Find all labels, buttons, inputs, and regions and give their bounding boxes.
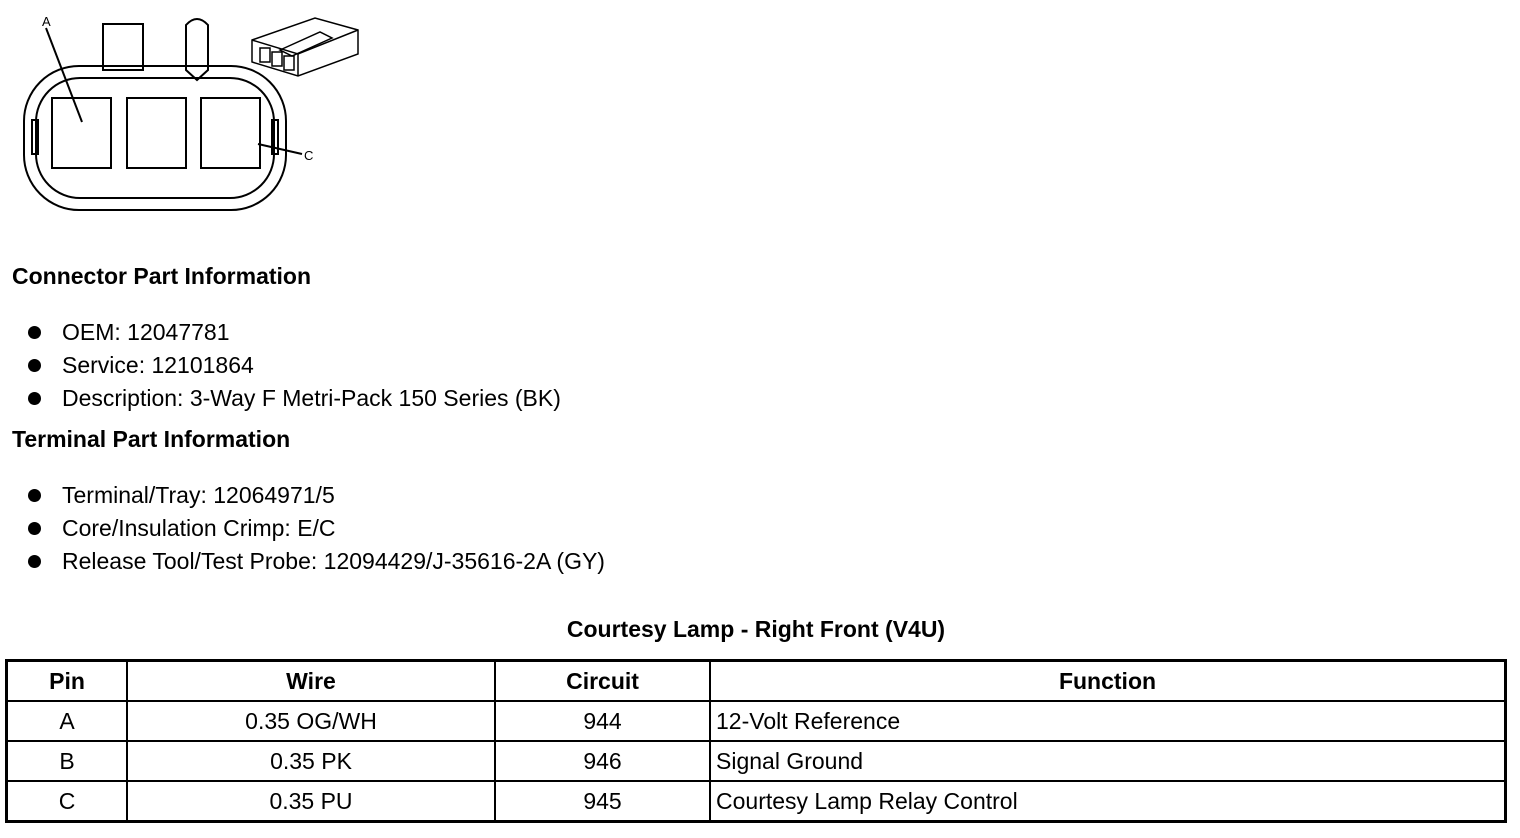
pin-cell: B (7, 741, 128, 781)
column-header-circuit: Circuit (495, 661, 710, 702)
column-header-function: Function (710, 661, 1506, 702)
cavity-b (127, 98, 186, 168)
terminal-info-list (26, 479, 605, 578)
locking-tab-right (186, 19, 208, 80)
list-item: Terminal/Tray: 12064971/5 (26, 479, 605, 512)
connector-info-heading: Connector Part Information (12, 263, 312, 289)
connector-thumbnail (252, 18, 358, 76)
locking-tab-left (103, 24, 143, 70)
table-row (7, 701, 1506, 741)
wire-cell: 0.35 PU (127, 781, 495, 822)
wire-cell: 0.35 OG/WH (127, 701, 495, 741)
list-item: Core/Insulation Crimp: E/C (26, 512, 605, 545)
pin-label-c: C (304, 148, 314, 163)
function-cell: 12-Volt Reference (710, 701, 1506, 741)
table-row (7, 741, 1506, 781)
cavity-c (201, 98, 260, 168)
cavity-a (52, 98, 111, 168)
function-cell: Signal Ground (710, 741, 1506, 781)
column-header-wire: Wire (127, 661, 495, 702)
circuit-cell: 944 (495, 701, 710, 741)
table-header-row (7, 661, 1506, 702)
wire-cell: 0.35 PK (127, 741, 495, 781)
function-cell: Courtesy Lamp Relay Control (710, 781, 1506, 822)
table-row (7, 781, 1506, 822)
pin-label-a: A (42, 14, 51, 29)
terminal-info-heading: Terminal Part Information (12, 426, 291, 452)
pin-cell: C (7, 781, 128, 822)
circuit-cell: 945 (495, 781, 710, 822)
pin-cell: A (7, 701, 128, 741)
connector-shell (24, 66, 286, 210)
list-item: Service: 12101864 (26, 349, 561, 382)
column-header-pin: Pin (7, 661, 128, 702)
list-item: Release Tool/Test Probe: 12094429/J-35616-2A (GY) (26, 545, 605, 578)
list-item: OEM: 12047781 (26, 316, 561, 349)
connector-info-list (26, 316, 561, 415)
connector-diagram (20, 10, 380, 215)
pinout-table (5, 659, 1507, 823)
circuit-cell: 946 (495, 741, 710, 781)
table-title: Courtesy Lamp - Right Front (V4U) (566, 616, 946, 642)
list-item: Description: 3-Way F Metri-Pack 150 Series (BK) (26, 382, 561, 415)
